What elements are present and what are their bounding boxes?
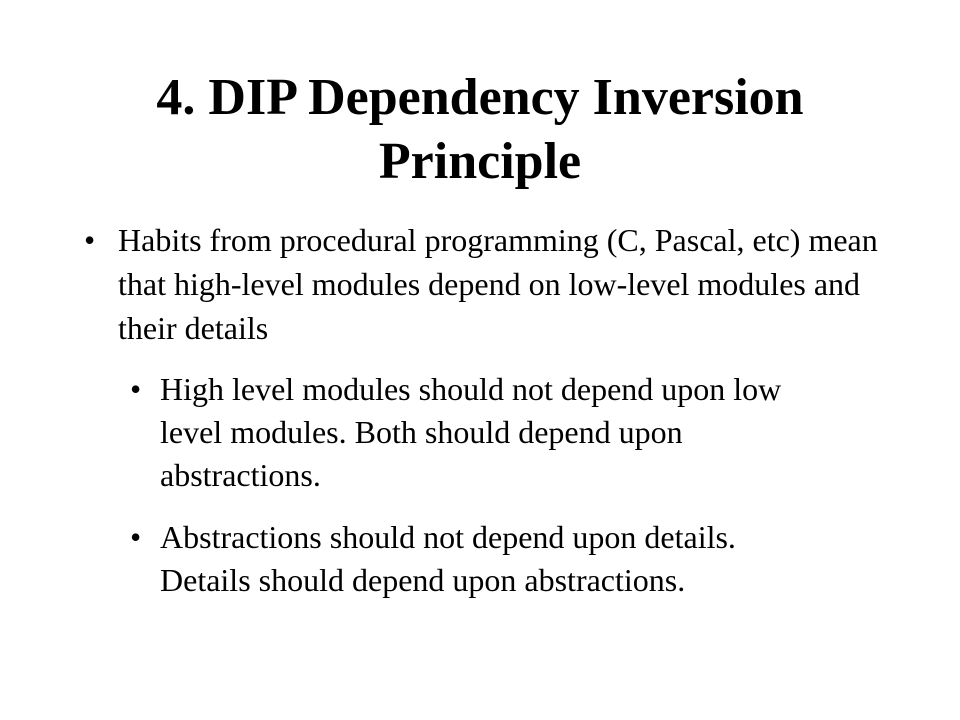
bullet-point-icon: • bbox=[130, 371, 142, 407]
sub-bullet-text: High level modules should not depend upon low level modules. Both should depend upon abstractions. bbox=[160, 371, 782, 493]
bullet-item bbox=[84, 218, 884, 350]
bullet-point-icon: • bbox=[84, 222, 96, 258]
sub-bullet-text: Abstractions should not depend upon details. Details should depend upon abstractions. bbox=[160, 519, 736, 598]
sub-bullet-item bbox=[130, 516, 830, 602]
slide-title: 4. DIP Dependency Inversion Principle bbox=[156, 69, 804, 190]
slide-content bbox=[84, 218, 884, 621]
bullet-text: Habits from procedural programming (C, Pascal, etc) mean that high-level modules depend on low-level modules and their details bbox=[118, 222, 878, 346]
bullet-point-icon: • bbox=[130, 519, 142, 555]
sub-bullet-item bbox=[130, 368, 830, 497]
sub-bullet-list bbox=[130, 368, 830, 602]
